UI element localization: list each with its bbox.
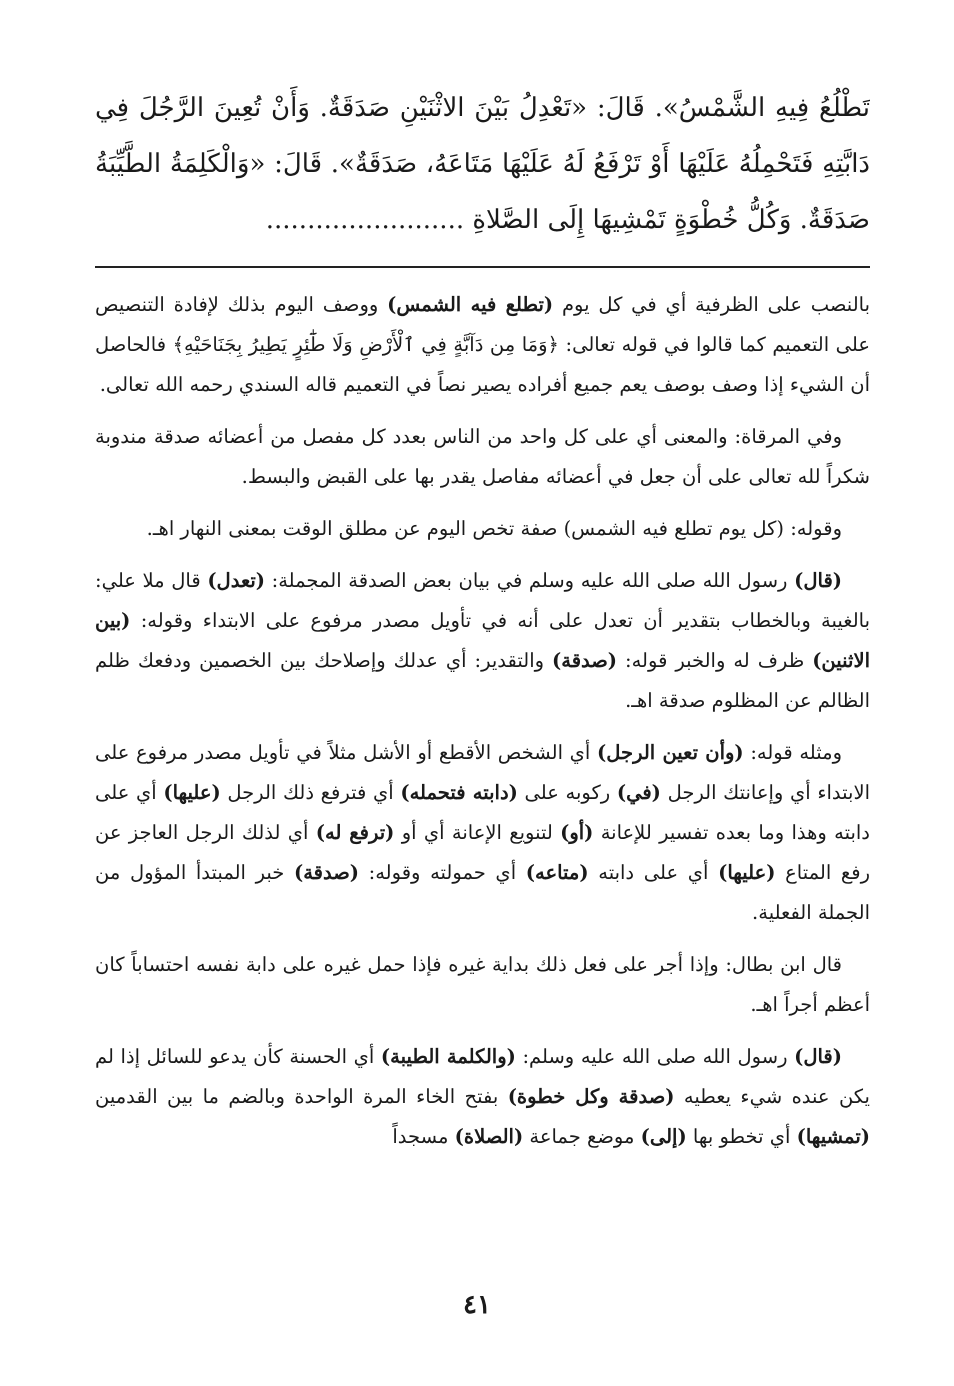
hadith-line-3: خُطْوَةٍ تَمْشِيهَا إِلَى الصَّلاةِ ........................ bbox=[265, 205, 739, 235]
text-run: قال ملا علي: بالغيبة وبالخطاب بتقدير أن تعدل على أنه في تأويل مصدر مرفوع على الابتداء وقوله: bbox=[95, 569, 870, 632]
text-run: أي الحسنة كأن يدعو للسائل إذا لم يكن عنده شيء يعطيه bbox=[95, 1045, 870, 1108]
text-run: رسول الله صلى الله عليه وسلم: bbox=[515, 1045, 795, 1068]
text-run: والتقدير: أي عدلك وإصلاحك بين الخصمين ودفعك ظلم الظالم عن المظلوم صدقة اهـ. bbox=[95, 649, 870, 712]
hadith-line-1: تَطْلُعُ فِيهِ الشَّمْسُ». قَالَ: «تَعْدِلُ بَيْنَ الاثْنَيْنِ صَدَقَةٌ. وَأَنْ تُعِينَ الرَّجُلَ فِي دَابَّتِهِ bbox=[95, 93, 870, 179]
text-run: أي تخطو بها bbox=[686, 1125, 797, 1148]
page-number: ٤١ bbox=[463, 1290, 491, 1320]
quoted-phrase: (بين الاثنين) bbox=[95, 609, 871, 672]
quoted-phrase: (وأن تعين الرجل) bbox=[597, 741, 744, 764]
commentary-paragraph-7 bbox=[95, 1037, 870, 1157]
text-run: أي لذلك الرجل العاجز عن رفع المتاع bbox=[95, 821, 871, 884]
commentary-paragraph-1 bbox=[95, 285, 870, 405]
quoted-phrase: (قال) bbox=[794, 1045, 842, 1068]
commentary-paragraph-6: قال ابن بطال: وإذا أجر على فعل ذلك بداية غيره فإذا حمل غيره على دابة نفسه احتساباً كان أعظم أجراً اهـ. bbox=[95, 953, 870, 1016]
commentary-section bbox=[95, 285, 870, 1169]
quoted-phrase: (أو) bbox=[560, 821, 594, 844]
quoted-phrase: (عليها) bbox=[163, 781, 221, 804]
text-run: لتنويع الإعانة أي أو bbox=[394, 821, 561, 844]
quoted-phrase: (الصلاة) bbox=[454, 1125, 524, 1148]
commentary-paragraph-2: وفي المرقاة: والمعنى أي على كل واحد من الناس بعدد كل مفصل من أعضائه صدقة مندوبة شكراً لله تعالى على أن جعل في أعضائه مفاصل يقدر بها على القبض والبسط. bbox=[95, 425, 870, 488]
text-run: ركوبه على bbox=[517, 781, 617, 804]
text-run: أي حمولته وقوله: bbox=[359, 861, 526, 884]
quoted-phrase: (صدقة) bbox=[552, 649, 618, 672]
commentary-paragraph-3: وقوله: (كل يوم تطلع فيه الشمس) صفة تخص اليوم عن مطلق الوقت بمعنى النهار اهـ. bbox=[146, 517, 842, 540]
quoted-phrase: (قال) bbox=[794, 569, 842, 592]
quoted-phrase: (تمشيها) bbox=[796, 1125, 870, 1148]
hadith-section bbox=[95, 80, 870, 238]
text-run: خبر المبتدأ المؤول من الجملة الفعلية. bbox=[95, 861, 870, 924]
quoted-phrase: (متاعه) bbox=[525, 861, 589, 884]
commentary-paragraph-4 bbox=[95, 561, 870, 721]
quoted-phrase: (والكلمة الطيبة) bbox=[380, 1045, 516, 1068]
text-run: رسول الله صلى الله عليه وسلم في بيان بعض الصدقة المجملة: bbox=[265, 569, 795, 592]
quoted-phrase: (في) bbox=[616, 781, 661, 804]
hadith-line-2: فَتَحْمِلُهُ عَلَيْهَا أَوْ تَرْفَعُ لَهُ عَلَيْهَا مَتَاعَهُ، صَدَقَةٌ». قَالَ: «وَالْكَلِمَةُ الطَّيِّبَةُ صَدَقَةٌ. وَكُلُّ bbox=[95, 149, 870, 235]
commentary-paragraph-5 bbox=[95, 733, 870, 933]
text-run: ومثله قوله: bbox=[743, 741, 842, 764]
footnote-divider bbox=[95, 266, 870, 268]
text-run: بفتح الخاء المرة الواحدة وبالضم ما بين القدمين bbox=[95, 1085, 508, 1108]
text-run: أي على دابته bbox=[588, 861, 719, 884]
quoted-phrase: (دابته فتحمله) bbox=[400, 781, 518, 804]
text-run: ظرف له والخبر قوله: bbox=[617, 649, 813, 672]
quoted-phrase: (عليها) bbox=[718, 861, 776, 884]
quoted-phrase: (صدقة) bbox=[293, 861, 359, 884]
text-run: موضع جماعة bbox=[523, 1125, 641, 1148]
text-run: أي فترفع ذلك الرجل bbox=[220, 781, 401, 804]
quoted-phrase: (ترفع له) bbox=[315, 821, 395, 844]
hadith-text bbox=[95, 80, 870, 238]
quoted-phrase: (تطلع فيه الشمس) bbox=[387, 293, 554, 316]
text-run: مسجداً bbox=[392, 1125, 455, 1148]
quoted-phrase: (إلى) bbox=[640, 1125, 687, 1148]
text-run: أي الشخص الأقطع أو الأشل مثلاً في تأويل مصدر مرفوع على الابتداء أي وإعانتك الرجل bbox=[95, 741, 870, 804]
quoted-phrase: (تعدل) bbox=[207, 569, 266, 592]
text-run: ووصف اليوم بذلك لإفادة التنصيص على التعميم كما قالوا في قوله تعالى: ﴿وَمَا مِن دَآبَّةٍ فِي ٱلْأَرْضِ وَلَا طَٰٓئِرٍ يَطِيرُ بِجَنَاحَيْهِ﴾ فالحاصل أن الشيء إذا وصف بوصف يعم جميع أفراده يصير نصاً في التعميم قاله السندي رحمه الله تعالى. bbox=[95, 293, 870, 396]
text-run: أي على دابته وهذا وما بعده تفسير للإعانة bbox=[95, 781, 870, 844]
quoted-phrase: (صدقة وكل خطوة) bbox=[507, 1085, 675, 1108]
text-run: بالنصب على الظرفية أي في كل يوم bbox=[553, 293, 871, 316]
